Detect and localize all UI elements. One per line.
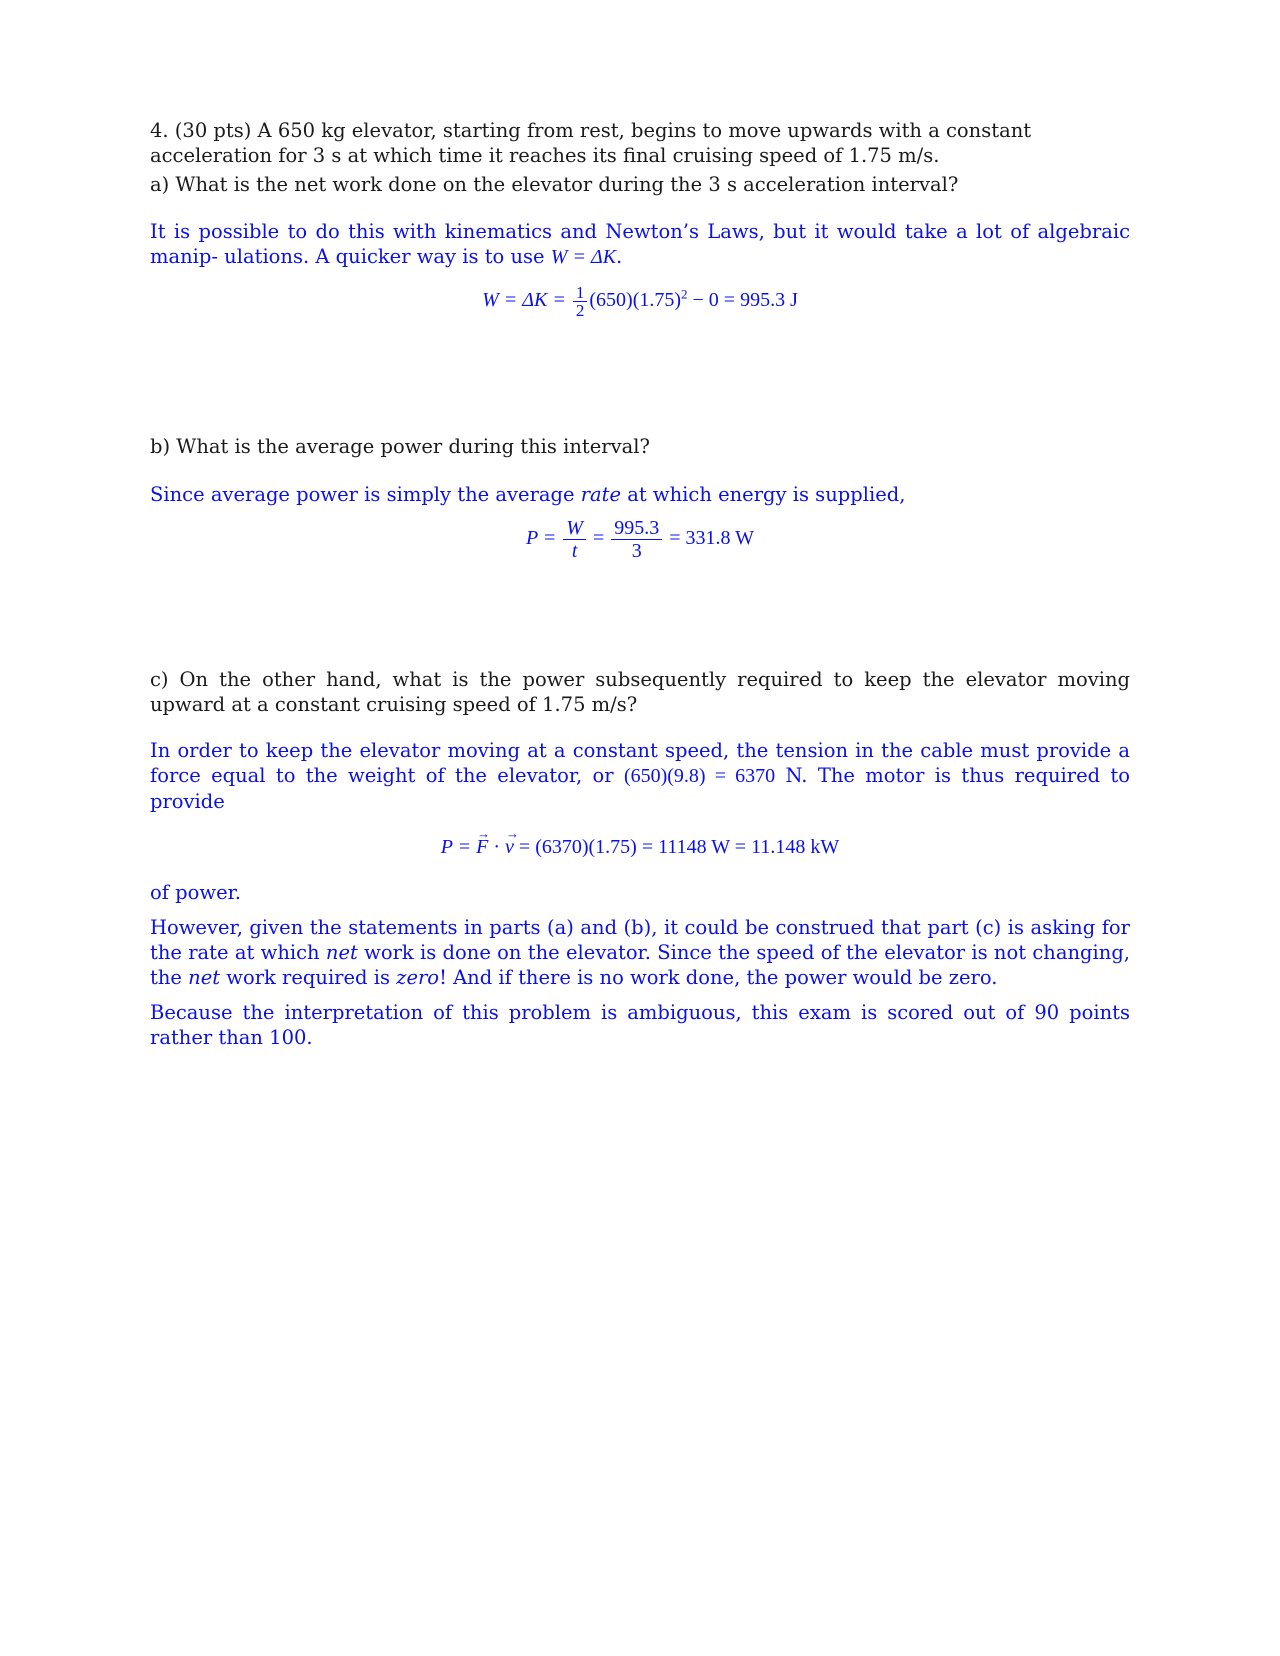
problem-statement xyxy=(150,118,1130,168)
part-a-question xyxy=(150,172,1130,197)
part-b-question-text: b) What is the average power during this interval? xyxy=(150,435,650,458)
document-page xyxy=(150,118,1130,1050)
work-equation-result: − 0 = 995.3 J xyxy=(687,289,798,312)
numeric-fraction-numerator: 995.3 xyxy=(611,517,662,540)
interpretation-text-1: However, given the statements in parts (a) and (b), it could be construed that part (c) is asking for the rate at which xyxy=(150,916,1130,964)
interpretation-paragraph xyxy=(150,915,1130,990)
power-equation xyxy=(150,517,1130,571)
interpretation-emphasis-zero: zero xyxy=(396,966,440,989)
work-energy-equation xyxy=(150,284,1130,340)
interpretation-text-3: work required is xyxy=(220,966,397,989)
work-equation-product: (650)(1.75) xyxy=(589,289,682,312)
work-over-time-numerator: W xyxy=(563,517,586,540)
ambiguity-note-text: Because the interpretation of this problem is ambiguous, this exam is scored out of 90 points rather than 100. xyxy=(150,1001,1130,1049)
half-fraction xyxy=(573,284,588,319)
velocity-vector: → v xyxy=(505,834,514,860)
answer-a-paragraph xyxy=(150,219,1130,270)
answer-a-text-2: . xyxy=(616,245,623,268)
interpretation-text-2: work is done on the elevator. Since the speed of the elevator is not changing, the xyxy=(150,941,1130,989)
power-equation-equals: = xyxy=(587,527,610,550)
part-c-question xyxy=(150,667,1130,717)
answer-a-text-1: It is possible to do this with kinematics and Newton’s Laws, but it would take a lot of algebraic manip- ulations. A quicker way is to use xyxy=(150,220,1130,268)
answer-c-text-1: In order to keep the elevator moving at a constant speed, the tension in the cable must provide a force equal to the weight of the elevator, or xyxy=(150,739,1130,787)
answer-b-text-1: Since average power is simply the average xyxy=(150,483,581,506)
answer-c-text-2: N. The motor is thus required to provide xyxy=(150,764,1131,813)
dot-product-operator: · xyxy=(488,836,506,858)
work-equation-exponent: 2 xyxy=(681,286,688,302)
power-equation-lhs: P = xyxy=(525,527,562,550)
interpretation-text-4: ! And if there is no work done, the power would be zero. xyxy=(439,966,998,989)
half-fraction-denominator: 2 xyxy=(575,301,585,320)
work-over-time-denominator: t xyxy=(571,540,578,562)
part-b-question xyxy=(150,434,1130,459)
problem-statement-text: 4. (30 pts) A 650 kg elevator, starting from rest, begins to move upwards with a constant acceleration for 3 s at which time it reaches its final cruising speed of 1.75 m/s. xyxy=(150,119,1032,167)
work-over-time-fraction xyxy=(563,517,586,562)
ambiguity-note-paragraph xyxy=(150,1000,1130,1050)
half-fraction-numerator: 1 xyxy=(573,284,588,302)
answer-b-text-2: at which energy is supplied, xyxy=(621,483,906,506)
part-a-question-text: a) What is the net work done on the elevator during the 3 s acceleration interval? xyxy=(150,173,959,196)
interpretation-emphasis-net-2: net xyxy=(188,966,221,989)
answer-c-paragraph xyxy=(150,738,1130,814)
answer-b-paragraph xyxy=(150,482,1130,507)
numeric-fraction-denominator: 3 xyxy=(631,540,642,562)
answer-a-inline-math: W = ΔK xyxy=(550,246,617,268)
interpretation-emphasis-net-1: net xyxy=(325,941,358,964)
answer-c-inline-math: (650)(9.8) = 6370 xyxy=(623,765,776,787)
power-equation-result: = 331.8 W xyxy=(664,527,755,550)
of-power-text: of power. xyxy=(150,881,241,904)
numeric-fraction xyxy=(611,517,662,562)
work-equation-lhs: W = ΔK = xyxy=(482,289,571,312)
cruising-power-lhs: P = xyxy=(440,836,477,858)
after-equation-text xyxy=(150,880,1130,905)
answer-b-emphasis: rate xyxy=(580,483,622,506)
cruising-power-equation xyxy=(150,834,1130,860)
force-vector: → F xyxy=(476,834,488,860)
cruising-power-result: = (6370)(1.75) = 11148 W = 11.148 kW xyxy=(513,836,840,858)
part-c-question-text: c) On the other hand, what is the power subsequently required to keep the elevator moving upward at a constant cruising speed of 1.75 m/s? xyxy=(150,668,1130,716)
